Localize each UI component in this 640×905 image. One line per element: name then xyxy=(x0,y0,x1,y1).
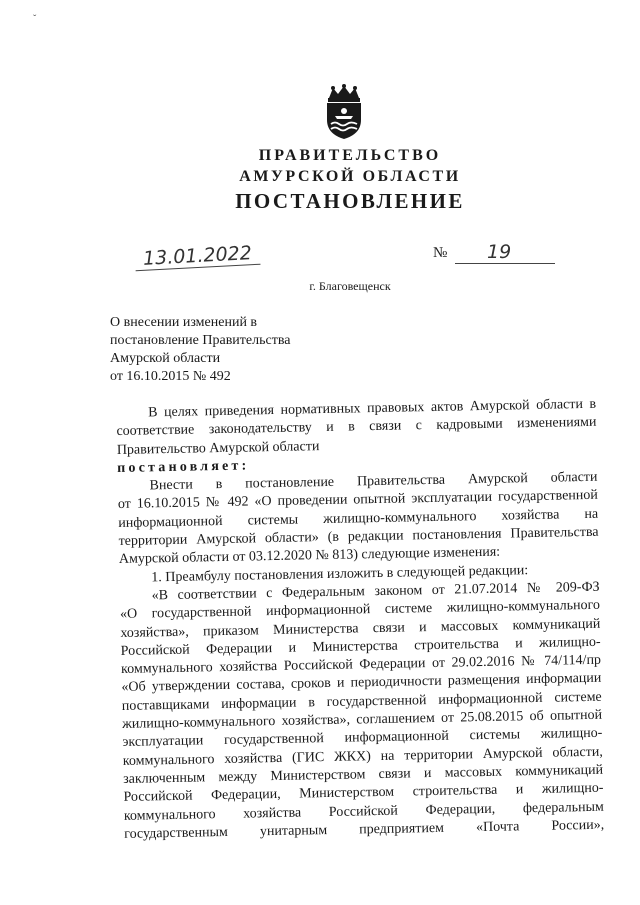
body-line: Амурской области от 03.12.2020 № 813) следующие изменения: xyxy=(118,545,501,568)
body-line: Внести в постановление Правительства Амурской области xyxy=(149,469,598,494)
subject-line: постановление Правительства xyxy=(110,333,291,348)
body-line: от 16.10.2015 № 492 «О проведении опытной эксплуатации государственной xyxy=(117,488,598,513)
body-line: Российской Федерации и Министерства строительства и жилищно- xyxy=(120,634,601,659)
body-line: хозяйства», приказом Министерства связи и массовых коммуникаций xyxy=(120,616,601,641)
body-line: территории Амурской области» (в редакции постановления Правительства xyxy=(118,524,599,550)
subject-line: от 16.10.2015 № 492 xyxy=(110,369,231,384)
region-title: АМУРСКОЙ ОБЛАСТИ xyxy=(239,168,461,185)
city: г. Благовещенск xyxy=(309,279,391,293)
coat-of-arms-icon xyxy=(319,84,369,140)
body-line: соответствие законодательству и в связи с кадровыми изменениями xyxy=(116,415,597,440)
subject-line: О внесении изменений в xyxy=(110,315,258,330)
document-date: 13.01.2022 xyxy=(135,243,261,272)
number-label: № xyxy=(433,245,448,261)
body-line: жилищно-коммунального хозяйства», соглашением от 25.08.2015 об опытной xyxy=(121,707,603,732)
decree-word: постановляет: xyxy=(117,458,250,476)
document-type-title: ПОСТАНОВЛЕНИЕ xyxy=(235,189,465,213)
body-line: Правительство Амурской области xyxy=(116,438,320,458)
body-line: «О государственной информационной системе жилищно-коммунального xyxy=(119,598,601,623)
body-line: поставщиками информации в государственной информационной системе xyxy=(121,689,602,714)
body-line: информационной системы жилищно-коммунального хозяйства на xyxy=(118,506,599,531)
document-body xyxy=(116,396,604,844)
body-line: коммунального хозяйства Российской Федерации, федеральным xyxy=(123,799,604,824)
government-title: ПРАВИТЕЛЬСТВО xyxy=(258,147,442,164)
subject-line: Амурской области xyxy=(110,351,221,366)
body-line: заключенным между Министерством связи и массовых коммуникаций xyxy=(123,762,604,787)
body-line: «Об утверждении состава, сроков и периодичности размещения информации xyxy=(121,671,602,696)
body-line: «В соответствии с Федеральным законом от 21.07.2014 № 209-ФЗ xyxy=(151,579,600,604)
body-line: коммунального хозяйства (ГИС ЖКХ) на территории Амурской области, xyxy=(122,744,603,769)
body-line: Российской Федерации, Министерством строительства и жилищно- xyxy=(123,780,604,806)
body-line: В целях приведения нормативных правовых актов Амурской области в xyxy=(148,396,597,421)
document-number: 19 xyxy=(455,242,555,264)
body-line: государственным унитарным предприятием «Почта России», xyxy=(124,817,605,842)
body-item: 1. Преамбулу постановления изложить в следующей редакции: xyxy=(151,562,529,586)
body-line: эксплуатации государственной информационной системы жилищно- xyxy=(122,726,603,751)
document-subject xyxy=(110,314,370,386)
corner-mark: ˇ xyxy=(33,14,37,25)
body-line: коммунального хозяйства Российской Федерации от 29.02.2016 № 74/114/пр xyxy=(120,652,602,678)
